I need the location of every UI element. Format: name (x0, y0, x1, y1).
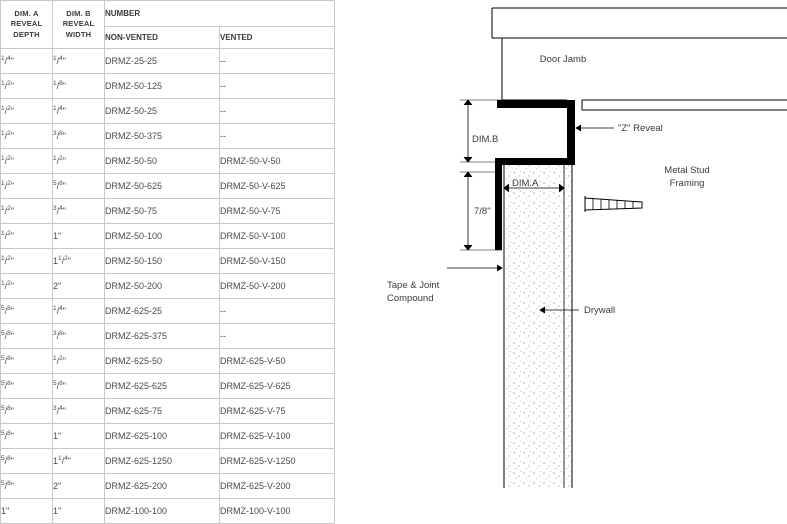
cell-vented: -- (220, 324, 335, 349)
table-row (1, 399, 335, 424)
cell-vented: DRMZ-50-V-75 (220, 199, 335, 224)
table-row (1, 249, 335, 274)
screw-icon (585, 196, 642, 212)
cell-dim-a: $^5$/$^8$" (1, 474, 53, 499)
table-row (1, 74, 335, 99)
detail-drawing (352, 0, 787, 496)
cell-non-vented: DRMZ-50-25 (105, 99, 220, 124)
cell-non-vented: DRMZ-625-50 (105, 349, 220, 374)
column-header-vented: VENTED (220, 27, 335, 49)
cell-vented: DRMZ-50-V-50 (220, 149, 335, 174)
table-row (1, 474, 335, 499)
product-number-table-container (0, 0, 334, 524)
table-row (1, 499, 335, 524)
table-header-row-1 (1, 1, 335, 27)
table-row (1, 224, 335, 249)
cell-dim-a: $^1$/$^4$" (1, 49, 53, 74)
cell-dim-a: $^1$/$^2$" (1, 149, 53, 174)
dim-b-label: DIM.B (472, 134, 499, 145)
z-reveal-bottom-leg (495, 158, 575, 165)
cell-dim-b: $^5$/$^8$" (53, 174, 105, 199)
cell-dim-a: $^1$/$^2$" (1, 174, 53, 199)
table-row (1, 99, 335, 124)
column-header-dim-b (53, 1, 105, 49)
dim-b-line3: WIDTH (65, 29, 92, 39)
cell-non-vented: DRMZ-25-25 (105, 49, 220, 74)
table-row (1, 349, 335, 374)
dim-a-line3: DEPTH (13, 29, 40, 39)
cell-dim-b: $^1$/$^8$" (53, 74, 105, 99)
column-header-dim-a (1, 1, 53, 49)
table-row (1, 199, 335, 224)
tape-joint-label-line2: Compound (387, 293, 434, 304)
cell-dim-a: $^1$/$^2$" (1, 199, 53, 224)
table-row (1, 424, 335, 449)
cell-dim-b: 1" (53, 424, 105, 449)
z-reveal-drywall-leg (495, 158, 502, 250)
product-number-table (0, 0, 335, 524)
cell-vented: -- (220, 299, 335, 324)
column-header-non-vented: NON-VENTED (105, 27, 220, 49)
cell-vented: DRMZ-625-V-100 (220, 424, 335, 449)
cell-dim-a: $^5$/$^8$" (1, 299, 53, 324)
door-jamb-label: Door Jamb (539, 54, 587, 65)
z-reveal-web (567, 100, 575, 162)
table-row (1, 449, 335, 474)
drywall-group (504, 165, 572, 488)
cell-dim-b: $^3$/$^4$" (53, 199, 105, 224)
cell-dim-a: $^5$/$^8$" (1, 449, 53, 474)
cell-non-vented: DRMZ-625-625 (105, 374, 220, 399)
cell-vented: -- (220, 49, 335, 74)
cell-vented: DRMZ-50-V-200 (220, 274, 335, 299)
cell-dim-b: 1" (53, 499, 105, 524)
cell-non-vented: DRMZ-625-375 (105, 324, 220, 349)
z-reveal-top-leg (497, 100, 575, 108)
seven-eighths-arrow-bottom (464, 245, 472, 250)
cell-dim-b: $^1$/$^4$" (53, 99, 105, 124)
cell-non-vented: DRMZ-50-75 (105, 199, 220, 224)
cell-vented: DRMZ-50-V-625 (220, 174, 335, 199)
column-header-number: NUMBER (105, 1, 335, 27)
cell-dim-b: $^1$/$^2$" (53, 149, 105, 174)
cell-non-vented: DRMZ-50-375 (105, 124, 220, 149)
cell-dim-a: $^5$/$^8$" (1, 349, 53, 374)
cell-vented: DRMZ-100-V-100 (220, 499, 335, 524)
cell-dim-a: $^5$/$^8$" (1, 374, 53, 399)
dim-b-arrow-bottom (464, 157, 472, 162)
dim-a-label: DIM.A (512, 178, 539, 189)
dim-b-line2: REVEAL (62, 19, 95, 29)
dim-b-dimension (460, 100, 502, 162)
seven-eighths-label: 7/8" (474, 206, 491, 217)
drywall-fill (504, 165, 572, 488)
table-row (1, 274, 335, 299)
table-row (1, 124, 335, 149)
dim-a-line2: REVEAL (10, 19, 43, 29)
table-row (1, 149, 335, 174)
cell-non-vented: DRMZ-50-200 (105, 274, 220, 299)
jamb-detail-svg (352, 0, 787, 496)
cell-vented: DRMZ-625-V-50 (220, 349, 335, 374)
cell-non-vented: DRMZ-50-50 (105, 149, 220, 174)
cell-dim-a: $^1$/$^2$" (1, 224, 53, 249)
cell-dim-a: 1" (1, 499, 53, 524)
cell-dim-a: $^1$/$^2$" (1, 249, 53, 274)
cell-non-vented: DRMZ-625-100 (105, 424, 220, 449)
dim-a-line1: DIM. A (14, 9, 39, 19)
leader-z-reveal-arrow (576, 125, 581, 131)
cell-vented: -- (220, 74, 335, 99)
cell-vented: DRMZ-625-V-1250 (220, 449, 335, 474)
cell-dim-b: 2" (53, 474, 105, 499)
cell-dim-b: $^3$/$^8$" (53, 324, 105, 349)
cell-dim-b: $1^1/^4$" (53, 449, 105, 474)
door-jamb-group (492, 8, 787, 110)
cell-dim-a: $^1$/$^2$" (1, 124, 53, 149)
cell-non-vented: DRMZ-625-200 (105, 474, 220, 499)
screw-body (585, 198, 642, 210)
dim-b-arrow-top (464, 100, 472, 105)
cell-dim-a: $^5$/$^8$" (1, 399, 53, 424)
table-row (1, 324, 335, 349)
metal-stud-label-line1: Metal Stud (664, 165, 710, 176)
cell-non-vented: DRMZ-625-1250 (105, 449, 220, 474)
table-row (1, 299, 335, 324)
cell-vented: -- (220, 124, 335, 149)
cell-non-vented: DRMZ-50-100 (105, 224, 220, 249)
cell-non-vented: DRMZ-625-25 (105, 299, 220, 324)
seven-eighths-arrow-top (464, 172, 472, 177)
cell-dim-b: $^3$/$^8$" (53, 124, 105, 149)
table-body (1, 49, 335, 524)
cell-non-vented: DRMZ-100-100 (105, 499, 220, 524)
cell-vented: -- (220, 99, 335, 124)
table-row (1, 49, 335, 74)
tape-joint-label-line1: Tape & Joint (387, 280, 440, 291)
cell-dim-a: $^1$/$^2$" (1, 74, 53, 99)
cell-non-vented: DRMZ-50-150 (105, 249, 220, 274)
cell-non-vented: DRMZ-50-625 (105, 174, 220, 199)
cell-non-vented: DRMZ-50-125 (105, 74, 220, 99)
cell-vented: DRMZ-625-V-625 (220, 374, 335, 399)
cell-dim-b: 2" (53, 274, 105, 299)
cell-vented: DRMZ-50-V-100 (220, 224, 335, 249)
cell-vented: DRMZ-625-V-200 (220, 474, 335, 499)
z-reveal-label: "Z" Reveal (618, 123, 663, 134)
table-row (1, 374, 335, 399)
cell-vented: DRMZ-625-V-75 (220, 399, 335, 424)
cell-dim-b: $^1$/$^4$" (53, 49, 105, 74)
cell-dim-b: $^3$/$^4$" (53, 399, 105, 424)
leader-tape-joint-arrow (497, 265, 502, 271)
cell-dim-a: $^5$/$^8$" (1, 424, 53, 449)
cell-dim-b: $^1$/$^4$" (53, 299, 105, 324)
metal-stud-label-line2: Framing (669, 178, 705, 189)
dim-b-line1: DIM. B (66, 9, 91, 19)
cell-non-vented: DRMZ-625-75 (105, 399, 220, 424)
cell-dim-a: $^1$/$^2$" (1, 274, 53, 299)
cell-dim-b: $^5$/$^8$" (53, 374, 105, 399)
table-row (1, 174, 335, 199)
drywall-label: Drywall (584, 305, 616, 316)
cell-dim-a: $^1$/$^2$" (1, 99, 53, 124)
cell-vented: DRMZ-50-V-150 (220, 249, 335, 274)
cell-dim-b: $^1$/$^2$" (53, 349, 105, 374)
cell-dim-b: $1^1/^2$" (53, 249, 105, 274)
cell-dim-b: 1" (53, 224, 105, 249)
cell-dim-a: $^5$/$^8$" (1, 324, 53, 349)
